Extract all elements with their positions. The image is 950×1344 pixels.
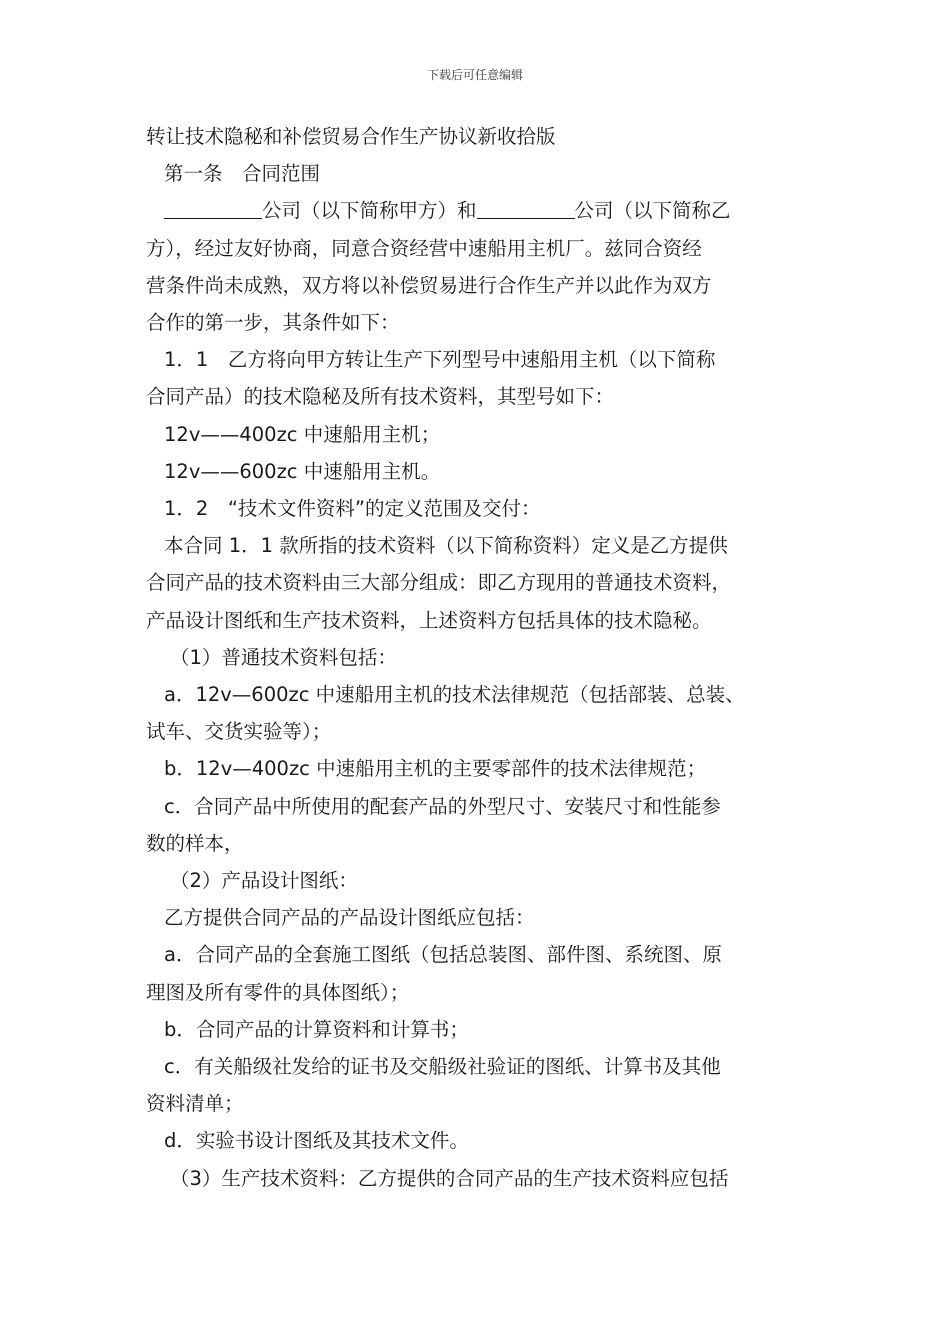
part-2-item-c-line-1: c．有关船级社发给的证书及交船级社验证的图纸、计算书及其他	[164, 1055, 721, 1079]
party-b-blank	[477, 198, 575, 219]
article-1-heading: 第一条 合同范围	[164, 162, 321, 186]
part-2-item-b: b．合同产品的计算资料和计算书；	[164, 1017, 469, 1041]
document-title: 转让技术隐秘和补偿贸易合作生产协议新收拾版	[146, 125, 556, 148]
definition-line-1: 本合同 1．1 款所指的技术资料（以下简称资料）定义是乙方提供	[164, 534, 728, 558]
part-2-item-a-line-1: a．合同产品的全套施工图纸（包括总装图、部件图、系统图、原	[164, 943, 722, 967]
part-2-item-a-line-2: 理图及所有零件的具体图纸）；	[146, 980, 410, 1004]
intro-line-2: 方），经过友好协商，同意合资经营中速船用主机厂。兹同合资经	[146, 236, 702, 260]
part-1-item-b: b．12v—400zc 中速船用主机的主要零部件的技术法律规范；	[164, 757, 707, 781]
part-1-item-c-line-1: c．合同产品中所使用的配套产品的外型尺寸、安装尺寸和性能参	[164, 794, 721, 818]
intro-line-1	[146, 192, 826, 229]
page-header-note: 下载后可任意编辑	[426, 68, 523, 82]
part-1-heading: （1）普通技术资料包括：	[170, 645, 397, 669]
party-b-suffix: 公司（以下简称乙	[574, 199, 731, 223]
document-body	[146, 118, 826, 1197]
clause-1-1-line-1: 1．1 乙方将向甲方转让生产下列型号中速船用主机（以下简称	[164, 348, 716, 372]
part-2-intro: 乙方提供合同产品的产品设计图纸应包括：	[164, 906, 535, 930]
model-600zc: 12v——600zc 中速船用主机。	[164, 459, 441, 483]
clause-1-2-heading: 1．2 “技术文件资料”的定义范围及交付：	[164, 497, 541, 521]
clause-1-1-line-2: 合同产品）的技术隐秘及所有技术资料，其型号如下：	[146, 385, 615, 409]
part-2-item-d: d．实验书设计图纸及其技术文件。	[164, 1129, 469, 1153]
part-2-heading: （2）产品设计图纸：	[170, 869, 358, 893]
part-1-item-c-line-2: 数的样本，	[146, 831, 244, 855]
party-a-suffix: 公司（以下简称甲方）和	[262, 199, 477, 223]
part-2-item-c-line-2: 资料清单；	[146, 1092, 244, 1116]
part-3-line-1: （3）生产技术资料：乙方提供的合同产品的生产技术资料应包括	[170, 1166, 729, 1190]
definition-line-3: 产品设计图纸和生产技术资料，上述资料方包括具体的技术隐秘。	[146, 608, 712, 632]
intro-line-3: 营条件尚未成熟，双方将以补偿贸易进行合作生产并以此作为双方	[146, 273, 712, 297]
part-1-item-a-line-1: a．12v—600zc 中速船用主机的技术法律规范（包括部装、总装、	[164, 683, 745, 707]
intro-line-4: 合作的第一步，其条件如下：	[146, 311, 400, 335]
part-1-item-a-line-2: 试车、交货实验等）；	[146, 720, 332, 744]
model-400zc: 12v——400zc 中速船用主机；	[164, 422, 441, 446]
party-a-blank	[164, 198, 262, 219]
definition-line-2: 合同产品的技术资料由三大部分组成：即乙方现用的普通技术资料，	[146, 571, 732, 595]
